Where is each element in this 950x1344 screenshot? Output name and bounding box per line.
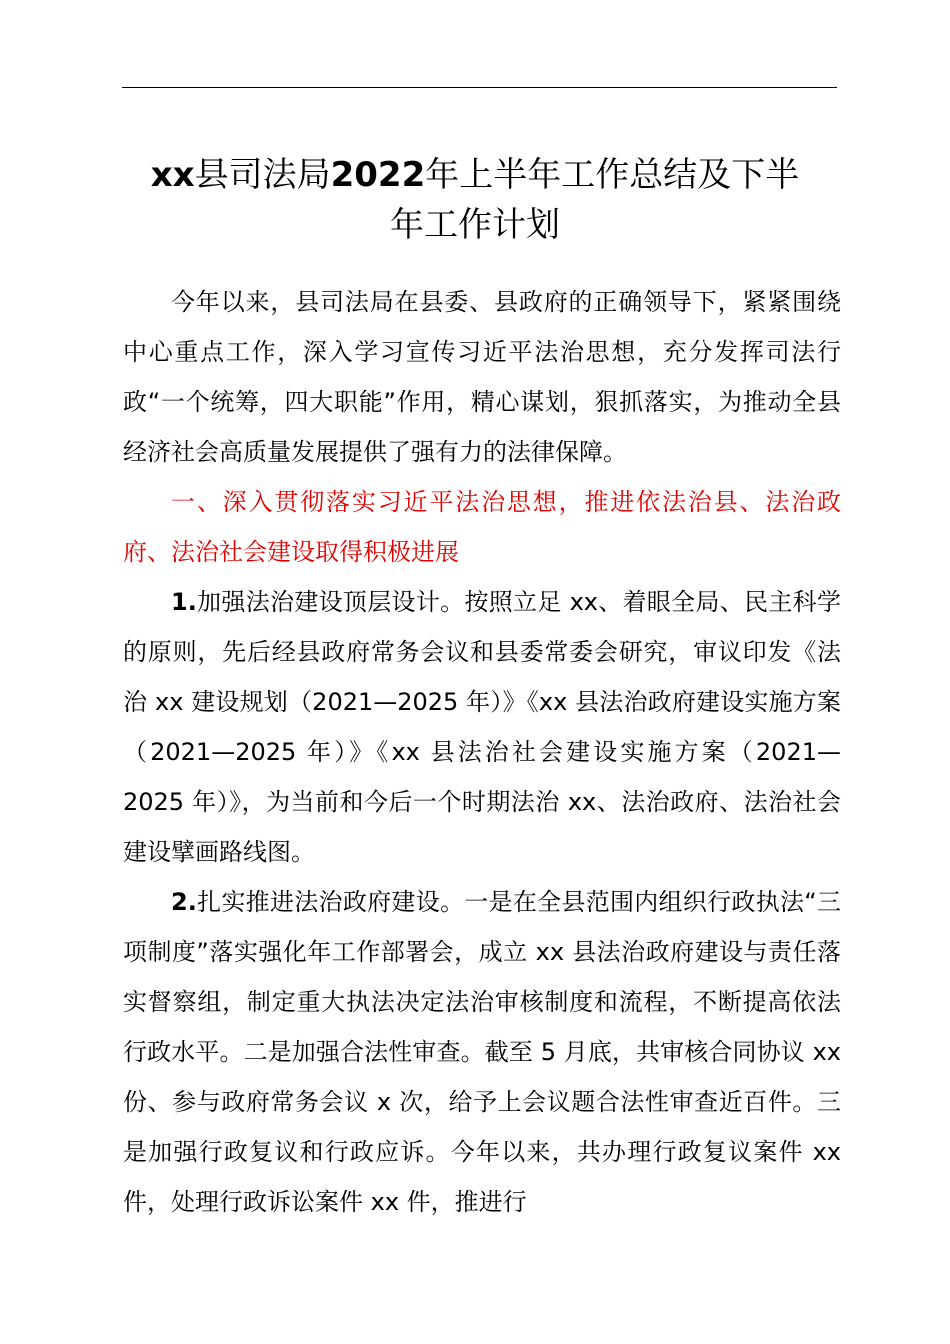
item-2-number: 2.: [171, 888, 197, 916]
title-year: 2022: [330, 155, 426, 195]
section-heading-1: 一、深入贯彻落实习近平法治思想，推进依法治县、法治政府、法治社会建设取得积极进展: [123, 488, 841, 566]
item-2-paragraph: [123, 877, 841, 1227]
item-2-text: 扎实推进法治政府建设。一是在全县范围内组织行政执法“三项制度”落实强化年工作部署会，成立 xx 县法治政府建设与责任落实督察组，制定重大执法决定法治审核制度和流程，不断提高依法行政水平。二是加强合法性审查。截至 5 月底，共审核合同协议 xx 份、参与政府常务会议 x 次，给予上会议题合法性审查近百件。三是加强行政复议和行政应诉。今年以来，共办理行政复议案件 xx 件，处理行政诉讼案件 xx 件，推进行: [123, 888, 841, 1216]
title-part3: 年上半年工作总结及下半: [425, 155, 800, 195]
title-prefix: xx: [150, 155, 195, 195]
item-1-number: 1.: [171, 588, 197, 616]
title-line2: 年工作计划: [390, 205, 560, 245]
intro-paragraph: 今年以来，县司法局在县委、县政府的正确领导下，紧紧围绕中心重点工作，深入学习宣传习近平法治思想，充分发挥司法行政“一个统筹，四大职能”作用，精心谋划，狠抓落实，为推动全县经济社会高质量发展提供了强有力的法律保障。: [123, 288, 841, 466]
document-body: [123, 277, 841, 1227]
item-1-paragraph: [123, 577, 841, 877]
document-title: [95, 150, 855, 250]
item-1-text: 加强法治建设顶层设计。按照立足 xx、着眼全局、民主科学的原则，先后经县政府常务会议和县委常委会研究，审议印发《法治 xx 建设规划（2021—2025 年）》《xx 县法治政府建设实施方案（2021—2025 年）》《xx 县法治社会建设实施方案（2021—2025 年）》，为当前和今后一个时期法治 xx、法治政府、法治社会建设擘画路线图。: [123, 588, 841, 866]
header-rule: [122, 87, 837, 88]
title-part2: 县司法局: [194, 155, 331, 195]
